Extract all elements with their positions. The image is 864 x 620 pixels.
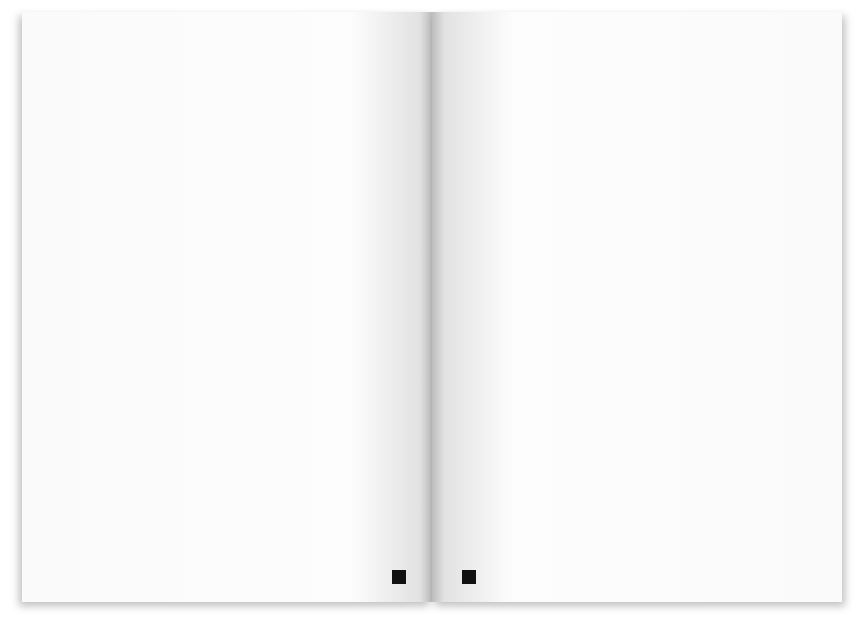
left-page	[22, 12, 432, 602]
right-page	[432, 12, 842, 602]
page-number	[392, 570, 406, 584]
page-number	[462, 570, 476, 584]
